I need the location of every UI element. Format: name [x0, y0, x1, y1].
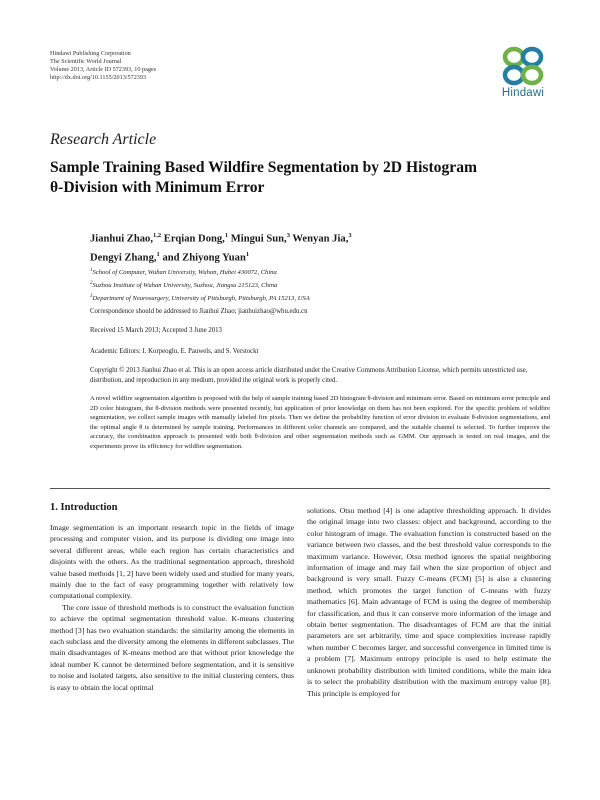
- author-name: Mingui Sun,: [230, 233, 287, 245]
- correspondence-note: Correspondence should be addressed to Jianhui Zhao; jianhuizhao@whu.edu.cn: [90, 308, 308, 315]
- affiliation-text: Department of Neurosurgery, University of Pittsburgh, Pittsburgh, PA 15213, USA: [92, 295, 310, 303]
- author-name: Wenyan Jia,: [292, 233, 349, 245]
- abstract: A novel wildfire segmentation algorithm is proposed with the help of sample training based 2D histogram θ-division and minimum error. Based on minimum error principle and 2D color histogram, the θ-division methods were presented recently, but application of prior knowledge on them has not been explored. For the specific problem of wildfire segmentation, we collect sample images with manually labeled fire pixels. Then we define the probability function of error division to evaluate θ-division segmentations, and the optimal angle θ is determined by sample training. Performances in different color channels are compared, and the suitable channel is selected. To further improve the accuracy, the combination approach is presented with both θ-division and other segmentation methods such as GMM. Our approach is tested on real images, and the experiments prove its efficiency for wildfire segmentation.: [90, 395, 550, 450]
- author-affiliation-mark: 1: [224, 232, 229, 239]
- academic-editors: Academic Editors: I. Korpeoglu, E. Pauwels, and S. Verstockt: [90, 348, 259, 355]
- article-type: Research Article: [50, 131, 157, 148]
- section-divider: [50, 488, 550, 489]
- author-name: and Zhiyong Yuan: [162, 252, 246, 264]
- publication-info: [50, 50, 156, 82]
- received-dates: Received 15 March 2013; Accepted 3 June 2013: [90, 327, 222, 334]
- author-affiliation-mark: 1: [156, 250, 160, 258]
- title-line-2: θ-Division with Minimum Error: [50, 179, 265, 196]
- author-name: Dengyi Zhang,: [90, 252, 157, 264]
- body-paragraph: solutions. Otsu method [4] is one adaptive thresholding approach. It divides the original image into two classes: object and background, according to the color histogram of image. The evaluation function is constructed based on the variance between two classes, and the best threshold value corresponds to the maximum variance. However, Otsu method ignores the spatial neighboring information of image and may fail when the size proportion of object and background is very small. Fuzzy C-means (FCM) [5] is also a clustering method, which promotes the target function of C-means with fuzzy mathematics [6]. Main advantage of FCM is using the degree of membership for classification, and thus it can conserve more information of the image and obtain better segmentation. The disadvantages of FCM are that the initial parameters are set arbitrarily, time and space complexities increase rapidly when number C becomes larger, and successful convergence in limited time is a problem [7]. Maximum entropy principle is used to help estimate the unknown probability distribution with limited conditions, while the main idea is to select the probability distribution with the maximum entropy value [8]. This principle is employed for: [307, 506, 551, 698]
- affiliations: [90, 265, 310, 305]
- body-paragraph: Image segmentation is an important research topic in the fields of image processing and computer vision, and its purpose is dividing one image into several different areas, while each region has certain characteristics and disjoints with the others. As the traditional segmentation approach, threshold value based methods [1, 2] have been widely used and studied for many years, mainly due to the fact of easy programming together with relatively low computational complexity.: [50, 523, 294, 601]
- affiliation-text: School of Computer, Wuhan University, Wuhan, Hubei 430072, China: [92, 269, 277, 277]
- body-column-left: [50, 522, 294, 693]
- publisher-name: Hindawi Publishing Corporation: [50, 50, 131, 57]
- affiliation-number: 2: [90, 281, 93, 287]
- logo-wordmark: Hindawi: [501, 87, 545, 99]
- body-paragraph: The core issue of threshold methods is to construct the evaluation function to achieve the optimal segmentation threshold value. K-means clustering method [3] has two evaluation standards: the similarity among the elements in each subclass and the diversity among the elements in different subclasses. The main disadvantages of K-means method are that without prior knowledge the ideal number K cannot be determined before segmentation, and it is sensitive to noise and isolated targets, also sensitive to the initial clustering centers, thus is easy to obtain the local optimal: [50, 602, 294, 692]
- affiliation-number: 1: [90, 268, 93, 273]
- author-list: [90, 228, 550, 265]
- affiliation-text: Suzhou Institute of Wuhan University, Suzhou, Jiangsu 215123, China: [92, 282, 278, 290]
- author-affiliation-mark: 3: [286, 232, 290, 239]
- author-name: Erqian Dong,: [163, 233, 225, 245]
- journal-name: The Scientific World Journal: [50, 58, 122, 65]
- body-column-right: [307, 505, 551, 699]
- paper-title: [50, 158, 550, 198]
- author-name: Jianhui Zhao,: [90, 233, 154, 245]
- author-affiliation-mark: 1,2: [153, 232, 162, 239]
- hindawi-logo-icon: [501, 46, 545, 86]
- doi-link[interactable]: http://dx.doi.org/10.1155/2013/572393: [50, 74, 147, 81]
- volume-info: Volume 2013, Article ID 572393, 10 pages: [50, 66, 157, 73]
- section-heading-introduction: 1. Introduction: [50, 502, 118, 513]
- affiliation-number: 3: [90, 294, 93, 300]
- author-affiliation-mark: 3: [348, 232, 352, 239]
- author-affiliation-mark: 1: [245, 250, 250, 258]
- hindawi-logo: [492, 46, 554, 106]
- title-line-1: Sample Training Based Wildfire Segmentation by 2D Histogram: [50, 159, 477, 176]
- copyright-notice: Copyright © 2013 Jianhui Zhao et al. This is an open access article distributed under the Creative Commons Attribution License, which permits unrestricted use, distribution, and reproduction in any medium, provided the original work is properly cited.: [90, 367, 528, 384]
